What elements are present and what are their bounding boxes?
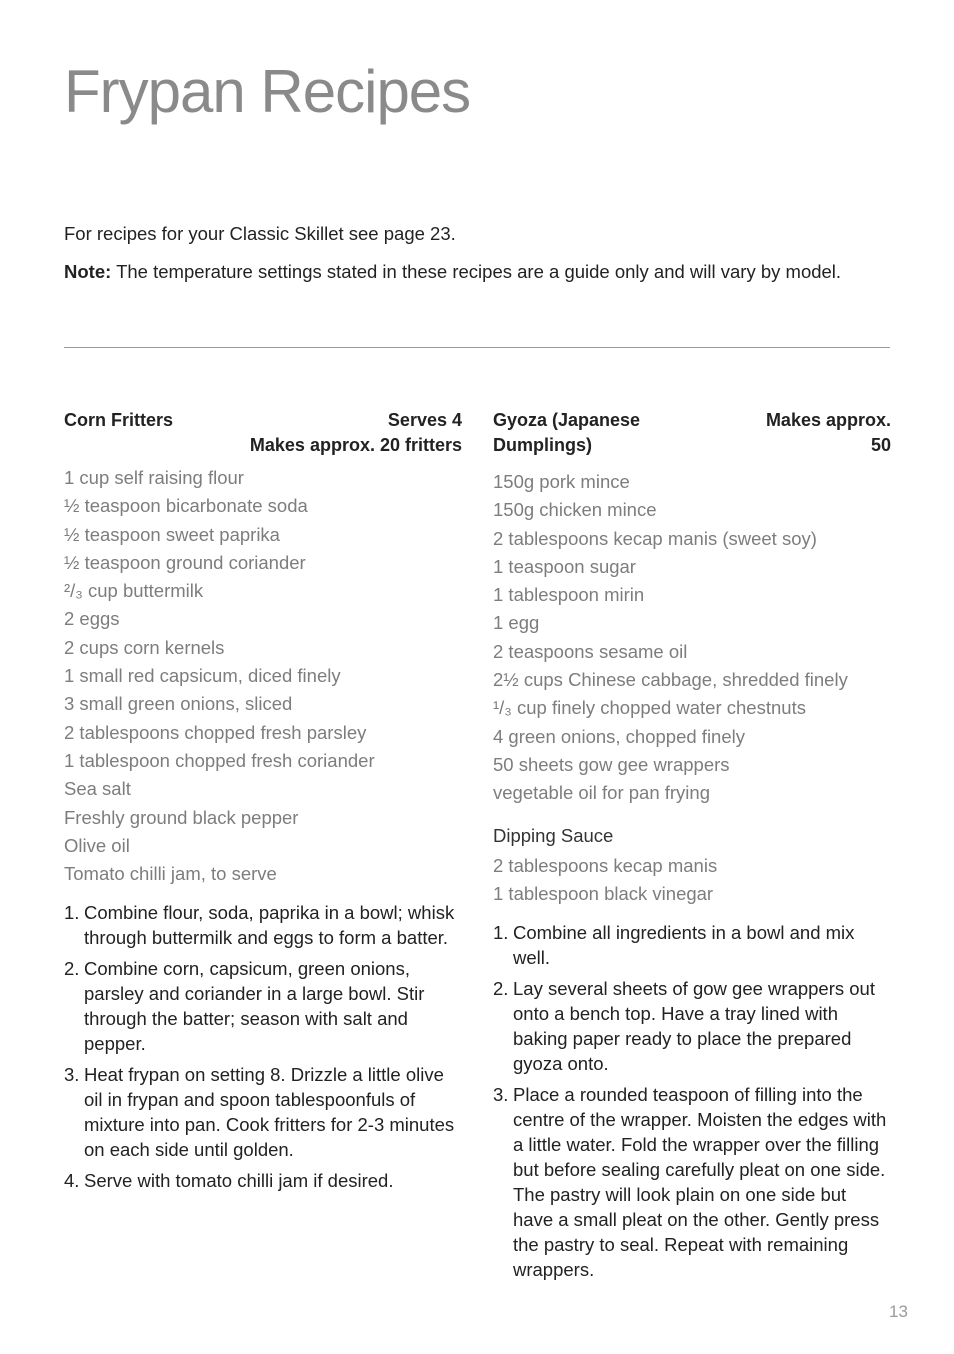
ingredient-item: 1 teaspoon sugar [493, 555, 636, 577]
method-step [493, 920, 891, 970]
ingredient-item: 2 tablespoons chopped fresh parsley [64, 721, 367, 743]
step-text: Place a rounded teaspoon of filling into the centre of the wrapper. Moisten the edges with a little water. Fold the wrapper over the filling but before sealing carefully pleat on one side. The pastry will look plain on one side but have a small pleat on the other. Gently press the pastry to seal. Repeat with remaining wrappers. [513, 1084, 887, 1281]
note-text: The temperature settings stated in these recipes are a guide only and will vary by model. [111, 261, 842, 282]
note-paragraph [64, 260, 894, 284]
ingredient-item: 2 cups corn kernels [64, 636, 225, 658]
recipe-header [64, 408, 462, 458]
ingredient-item: ½ teaspoon ground coriander [64, 551, 306, 573]
ingredient-item: 50 sheets gow gee wrappers [493, 753, 730, 775]
recipe-title: Corn Fritters [64, 410, 174, 430]
step-number: 1. [493, 922, 509, 944]
step-number: 3. [493, 1084, 509, 1106]
ingredient-item: Tomato chilli jam, to serve [64, 863, 277, 885]
step-text: Combine all ingredients in a bowl and mix well. [513, 922, 855, 969]
ingredient-item: Freshly ground black pepper [64, 806, 299, 828]
ingredient-item: ½ teaspoon sweet paprika [64, 523, 280, 545]
method-step [64, 1062, 462, 1162]
method-steps [64, 900, 462, 1193]
ingredient-item: 1 cup self raising flour [64, 467, 244, 488]
ingredient-item: 1 tablespoon mirin [493, 584, 645, 606]
step-number: 4. [64, 1170, 80, 1192]
ingredient-item: 2 teaspoons sesame oil [493, 640, 688, 662]
intro-section [64, 222, 894, 298]
step-number: 2. [493, 978, 509, 1000]
ingredient-item: 1 tablespoon chopped fresh coriander [64, 749, 375, 771]
section-divider [64, 347, 890, 348]
step-text: Combine flour, soda, paprika in a bowl; whisk through buttermilk and eggs to form a batter. [84, 902, 455, 949]
recipe-title: Gyoza (Japanese Dumplings) [493, 410, 641, 455]
ingredient-item: 150g pork mince [493, 471, 630, 492]
ingredient-item: 1 small red capsicum, diced finely [64, 665, 341, 687]
ingredient-item: 3 small green onions, sliced [64, 693, 293, 715]
method-step [64, 1168, 462, 1193]
step-number: 1. [64, 902, 80, 924]
ingredient-item: 1 egg [493, 612, 540, 634]
step-number: 3. [64, 1064, 80, 1086]
recipe-makes: Makes approx. 20 fritters [249, 435, 462, 455]
ingredient-item: 2½ cups Chinese cabbage, shredded finely [493, 669, 848, 691]
ingredient-item: ¹/₃ cup finely chopped water chestnuts [493, 697, 806, 719]
page-title: Frypan Recipes [64, 58, 471, 125]
ingredient-item: 2 tablespoons kecap manis (sweet soy) [493, 527, 817, 549]
dipping-sauce-heading: Dipping Sauce [493, 824, 614, 846]
intro-text: For recipes for your Classic Skillet see page 23. [64, 223, 456, 244]
ingredient-item: vegetable oil for pan frying [493, 782, 710, 804]
ingredient-item: 2 tablespoons kecap manis [493, 854, 718, 876]
ingredient-list [64, 464, 462, 888]
ingredient-item: 150g chicken mince [493, 499, 657, 521]
ingredient-item: 2 eggs [64, 608, 120, 630]
recipe-serves: Serves 4 [387, 410, 462, 430]
ingredient-item: 1 tablespoon black vinegar [493, 882, 714, 904]
dipping-sauce-list [493, 852, 891, 909]
step-text: Combine corn, capsicum, green onions, parsley and coriander in a large bowl. Stir through the batter; season with salt and pepper. [84, 958, 425, 1055]
note-label: Note: [64, 261, 112, 282]
method-step [493, 1082, 891, 1282]
step-text: Serve with tomato chilli jam if desired. [84, 1170, 394, 1192]
method-step [64, 956, 462, 1056]
ingredient-item: Olive oil [64, 834, 130, 856]
recipe-header [493, 408, 891, 458]
ingredient-item: ½ teaspoon bicarbonate soda [64, 495, 308, 517]
step-number: 2. [64, 958, 80, 980]
ingredient-item: 4 green onions, chopped finely [493, 725, 745, 747]
recipe-corn-fritters [64, 408, 462, 1199]
ingredient-item: Sea salt [64, 778, 131, 800]
method-step [64, 900, 462, 950]
recipe-makes: Makes approx. 50 [765, 410, 891, 455]
recipe-gyoza [493, 408, 891, 1288]
method-step [493, 976, 891, 1076]
ingredient-item: ²/₃ cup buttermilk [64, 580, 204, 602]
step-text: Lay several sheets of gow gee wrappers out onto a bench top. Have a tray lined with baking paper ready to place the prepared gyoza onto. [513, 978, 875, 1075]
method-steps [493, 920, 891, 1282]
step-text: Heat frypan on setting 8. Drizzle a little olive oil in frypan and spoon tablespoonfuls of mixture into pan. Cook fritters for 2-3 minutes on each side until golden. [84, 1064, 455, 1161]
page-number: 13 [889, 1302, 908, 1321]
ingredient-list [493, 468, 891, 808]
